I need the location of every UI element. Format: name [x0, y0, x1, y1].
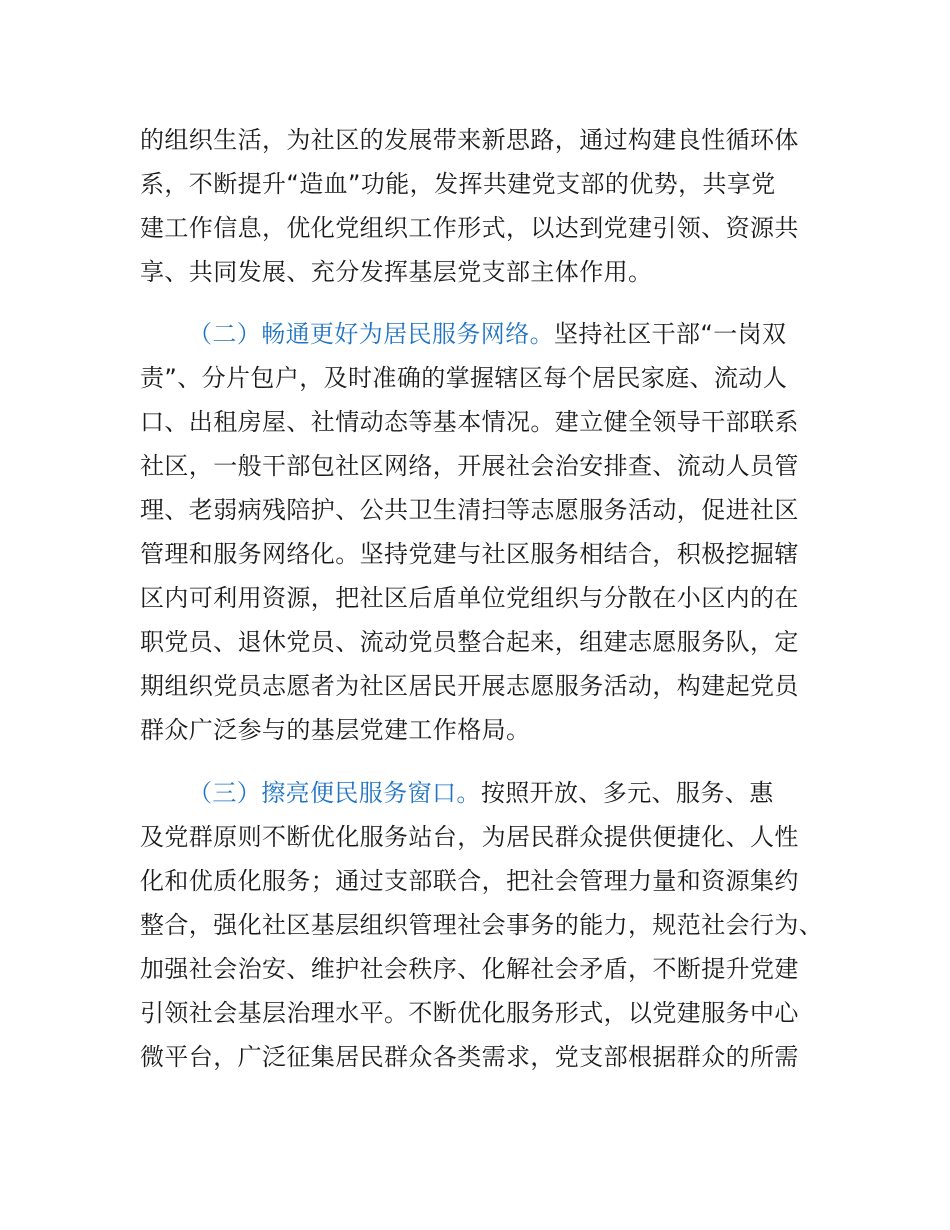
paragraph-text: 按照开放、多元、服务、惠 [480, 779, 774, 807]
paragraph-line: 整合，强化社区基层组织管理社会事务的能力，规范社会行为、 [140, 911, 824, 939]
paragraph-line: 责”、分片包户，及时准确的掌握辖区每个居民家庭、流动人 [140, 364, 788, 392]
section-heading: （二）畅通更好为居民服务网络。 [188, 320, 554, 348]
paragraph-line: 口、出租房屋、社情动态等基本情况。建立健全领导干部联系 [140, 408, 799, 436]
paragraph-line: 享、共同发展、充分发挥基层党支部主体作用。 [140, 258, 653, 286]
paragraph-line: 微平台，广泛征集居民群众各类需求，党支部根据群众的所需 [140, 1043, 799, 1071]
paragraph-line: 期组织党员志愿者为社区居民开展志愿服务活动，构建起党员 [140, 672, 799, 700]
paragraph-line: 及党群原则不断优化服务站台，为居民群众提供便捷化、人性 [140, 823, 799, 851]
paragraph-line: 加强社会治安、维护社会秩序、化解社会矛盾，不断提升党建 [140, 955, 799, 983]
paragraph-line: 管理和服务网络化。坚持党建与社区服务相结合，积极挖掘辖 [140, 540, 799, 568]
paragraph-line: 化和优质化服务；通过支部联合，把社会管理力量和资源集约 [140, 867, 799, 895]
paragraph-line: 建工作信息，优化党组织工作形式，以达到党建引领、资源共 [140, 214, 799, 242]
paragraph-line: 职党员、退休党员、流动党员整合起来，组建志愿服务队，定 [140, 628, 799, 656]
paragraph-first-line [188, 319, 786, 349]
paragraph-line: 区内可利用资源，把社区后盾单位党组织与分散在小区内的在 [140, 584, 799, 612]
paragraph-first-line [188, 778, 774, 808]
paragraph-line: 系，不断提升“造血”功能，发挥共建党支部的优势，共享党 [140, 170, 776, 198]
paragraph-line: 群众广泛参与的基层党建工作格局。 [140, 716, 531, 744]
paragraph-line: 的组织生活，为社区的发展带来新思路，通过构建良性循环体 [140, 126, 799, 154]
paragraph-line: 引领社会基层治理水平。不断优化服务形式，以党建服务中心 [140, 999, 799, 1027]
paragraph-text: 坚持社区干部“一岗双 [554, 320, 787, 348]
paragraph-line: 社区，一般干部包社区网络，开展社会治安排查、流动人员管 [140, 452, 799, 480]
section-heading: （三）擦亮便民服务窗口。 [188, 779, 481, 807]
paragraph-line: 理、老弱病残陪护、公共卫生清扫等志愿服务活动，促进社区 [140, 496, 799, 524]
